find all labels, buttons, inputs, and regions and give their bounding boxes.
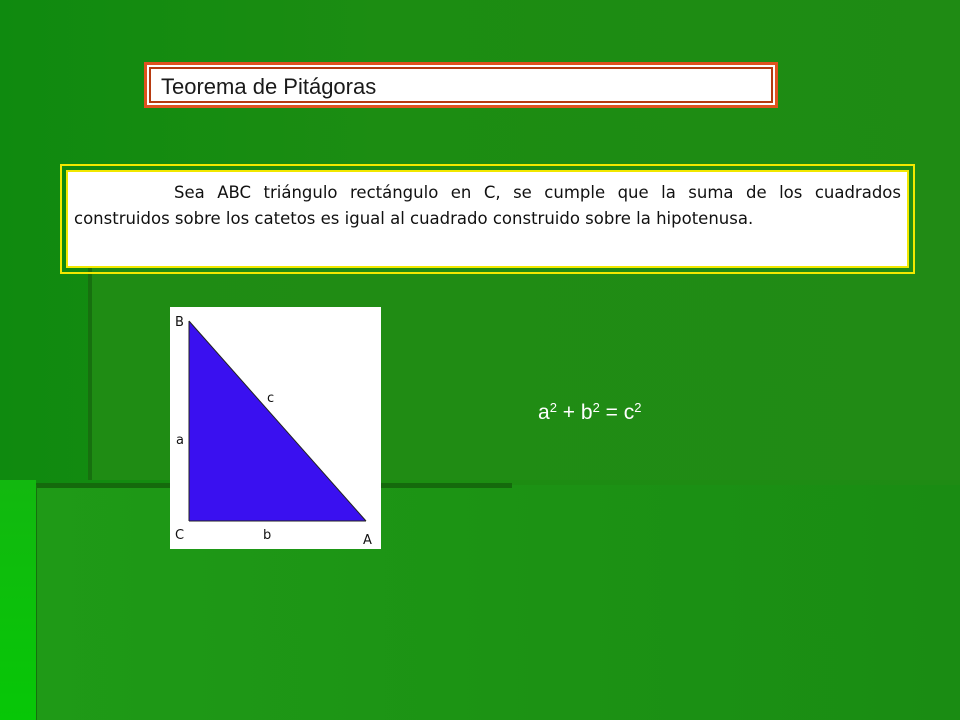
formula-c-exponent: 2 xyxy=(634,400,642,415)
pythagorean-formula xyxy=(538,400,641,425)
slide-title: Teorema de Pitágoras xyxy=(161,74,377,99)
formula-a: a xyxy=(538,401,550,425)
theorem-statement: Sea ABC triángulo rectángulo en C, se cumple que la suma de los cuadrados construidos sobre los catetos es igual al cuadrado construido sobre la hipotenusa. xyxy=(74,183,901,228)
side-a-label: a xyxy=(176,433,184,448)
triangle-svg xyxy=(170,307,381,549)
statement-inner-frame xyxy=(66,170,909,268)
formula-b-exponent: 2 xyxy=(592,400,600,415)
side-c-label: c xyxy=(267,391,275,406)
formula-plus: + xyxy=(562,401,576,425)
statement-box xyxy=(60,164,915,274)
background-strip-left xyxy=(0,480,36,720)
formula-a-exponent: 2 xyxy=(549,400,557,415)
right-triangle-figure xyxy=(170,307,381,549)
formula-b: b xyxy=(580,401,593,425)
vertex-c-label: C xyxy=(175,528,185,543)
vertex-a-label: A xyxy=(363,533,372,548)
side-b-label: b xyxy=(263,528,272,543)
title-box xyxy=(144,62,778,108)
formula-equals: = xyxy=(605,401,618,425)
vertex-b-label: B xyxy=(175,315,184,330)
formula-c: c xyxy=(623,401,635,425)
